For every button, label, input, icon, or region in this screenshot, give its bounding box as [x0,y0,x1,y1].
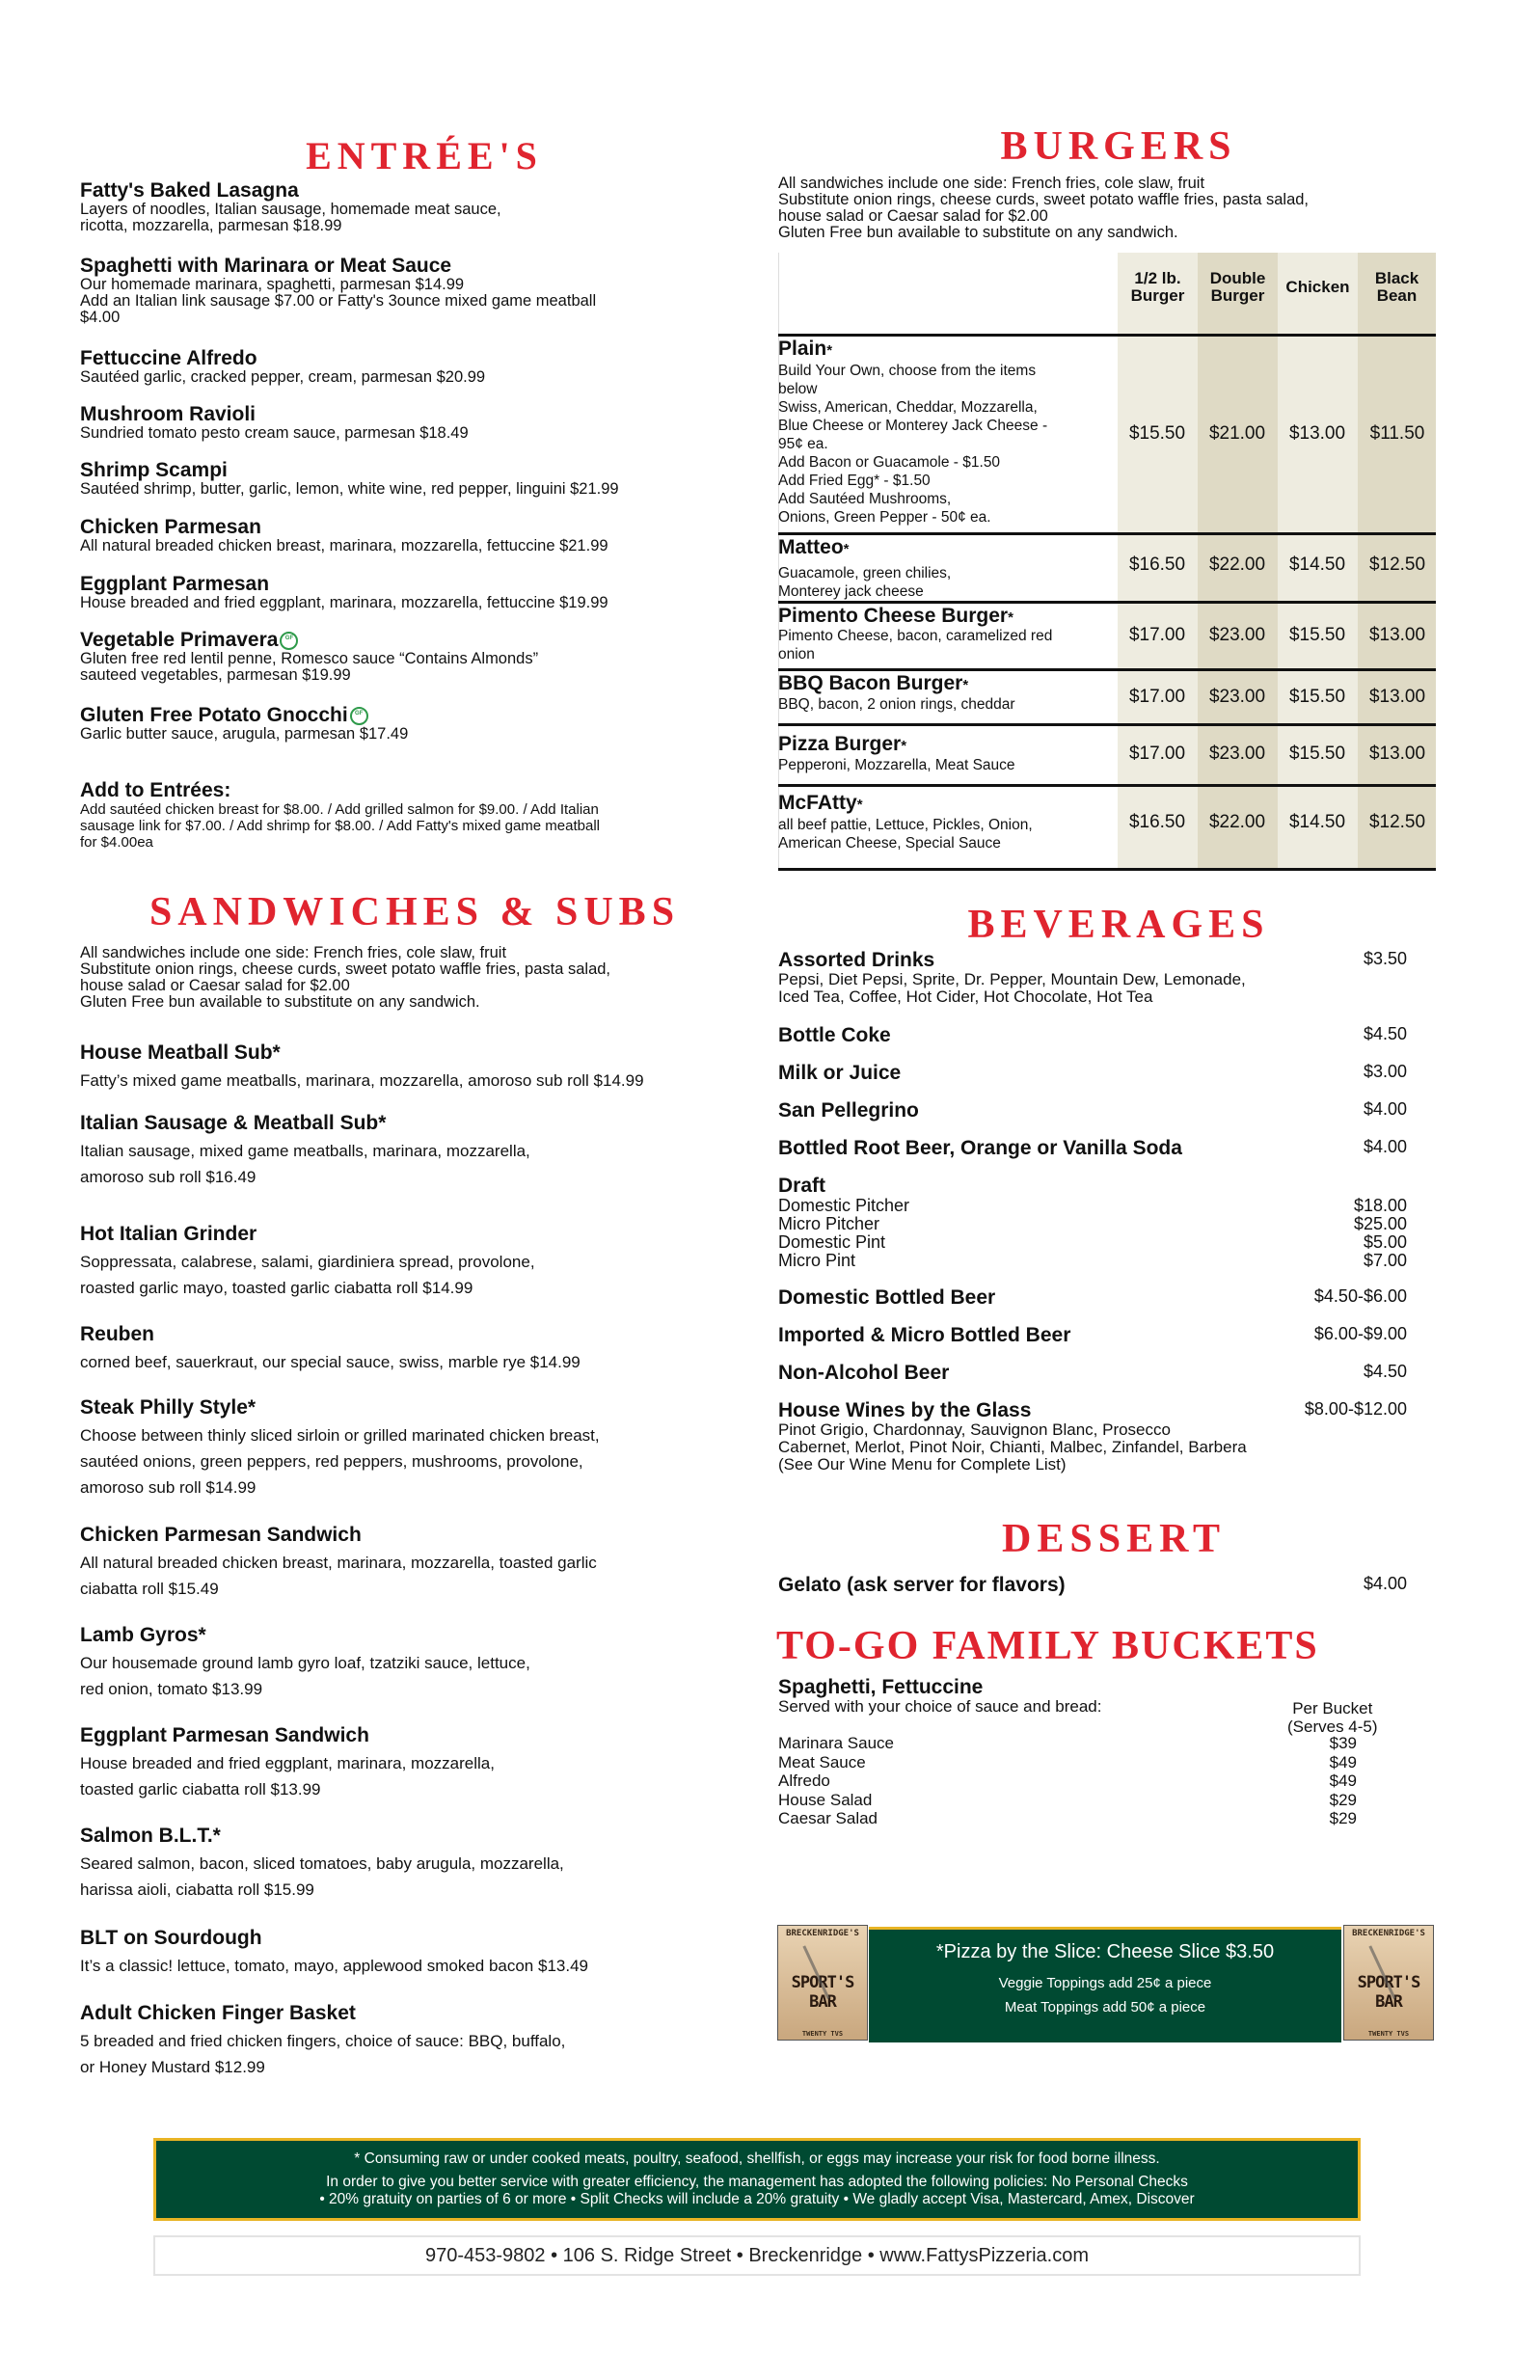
sandwich-sausage-meatball [80,1112,755,1190]
bev-desc: Iced Tea, Coffee, Hot Cider, Hot Chocolate, Hot Tea [778,987,1153,1006]
burger-row-pimento [778,601,1436,671]
item-name: Shrimp Scampi [80,459,228,481]
item-desc: or Honey Mustard $12.99 [80,2058,265,2076]
sandwich-reuben [80,1323,755,1375]
intro-line: house salad or Caesar salad for $2.00 [778,207,1048,225]
item-name: Vegetable Primavera [80,629,279,651]
bev-non-alcohol [778,1362,1407,1384]
item-desc: Sundried tomato pesto cream sauce, parmesan $18.49 [80,424,469,442]
price-double: $23.00 [1208,625,1266,645]
intro-line: Substitute onion rings, cheese curds, sweet potato waffle fries, pasta salad, [80,960,611,978]
item-desc: ricotta, mozzarella, parmesan $18.99 [80,217,342,234]
asterisk: * [856,797,863,813]
bev-draft [778,1175,1407,1270]
price-chicken: $13.00 [1288,423,1346,444]
item-name: Gluten Free Potato Gnocchi [80,704,348,726]
add-to-title: Add to Entrées: [80,779,231,801]
bucket-name: Spaghetti, Fettuccine [778,1676,984,1698]
item-name: Adult Chicken Finger Basket [80,2002,356,2024]
item-desc: roasted garlic mayo, toasted garlic ciabatta roll $14.99 [80,1279,473,1297]
burger-name: Plain [778,338,827,360]
price-double: $22.00 [1208,554,1266,575]
add-to-desc: for $4.00ea [80,834,153,851]
item-desc: Gluten free red lentil penne, Romesco sauce “Contains Almonds” [80,650,539,667]
item-desc: amoroso sub roll $14.99 [80,1478,257,1497]
bev-bottled-sodas [778,1137,1407,1159]
asterisk: * [901,738,907,754]
item-name: Fettuccine Alfredo [80,347,257,369]
beverages-title: BEVERAGES [967,903,1270,947]
bev-name: Bottle Coke [778,1024,891,1046]
asterisk: * [1008,609,1013,626]
price-half-lb: $17.00 [1128,744,1186,764]
draft-item: Micro Pitcher $25.00 [778,1214,1407,1233]
entree-ravioli [80,403,755,442]
bev-price: $4.50 [1363,1362,1407,1381]
intro-line: All sandwiches include one side: French fries, cole slaw, fruit [80,944,507,961]
price-chicken: $14.50 [1288,554,1346,575]
item-desc: House breaded and fried eggplant, marinara, mozzarella, fettuccine $19.99 [80,594,608,611]
bev-name: Bottled Root Beer, Orange or Vanilla Soda [778,1137,1182,1159]
draft-item: Domestic Pint $5.00 [778,1232,1407,1252]
bev-name: San Pellegrino [778,1099,919,1122]
promo-panel [869,1927,1341,2042]
bev-bottle-coke [778,1024,1407,1046]
bev-domestic-bottled [778,1286,1407,1309]
price-half-lb: $15.50 [1128,423,1186,444]
entrees-title: ENTRÉE'S [306,134,543,177]
add-to-desc: sausage link for $7.00. / Add shrimp for $8.00. / Add Fatty's mixed game meatball [80,818,600,834]
bev-price: $4.50 [1363,1024,1407,1043]
item-name: Chicken Parmesan [80,516,261,538]
burger-name: Pimento Cheese Burger [778,605,1009,627]
item-desc: Fatty’s mixed game meatballs, marinara, mozzarella, amoroso sub roll $14.99 [80,1071,644,1090]
bev-house-wines [778,1399,1407,1474]
burger-name: Matteo [778,536,844,558]
dessert-title: DESSERT [1002,1517,1226,1561]
burger-desc: Pimento Cheese, bacon, caramelized red onion [778,628,1053,663]
per-bucket-header: Per Bucket (Serves 4-5) [1287,1699,1378,1736]
price-double: $23.00 [1208,744,1266,764]
burger-desc: BBQ, bacon, 2 onion rings, cheddar [778,696,1015,713]
asterisk: * [843,541,850,557]
item-name: Chicken Parmesan Sandwich [80,1524,362,1546]
bucket-served: Served with your choice of sauce and bread: [778,1697,1102,1716]
bev-desc: (See Our Wine Menu for Complete List) [778,1455,1067,1474]
price-half-lb: $17.00 [1128,625,1186,645]
entree-lasagna [80,179,755,234]
item-desc: ciabatta roll $15.49 [80,1580,219,1598]
col-header-half-lb: 1/2 lb. Burger [1130,269,1185,305]
item-desc: Add an Italian link sausage $7.00 or Fatty's 3ounce mixed game meatball [80,292,597,310]
item-name: BLT on Sourdough [80,1927,262,1949]
bev-price: $4.00 [1363,1099,1407,1119]
burger-name: Pizza Burger [778,733,902,755]
sandwich-blt-sourdough [80,1927,755,1979]
bucket-item: House Salad $29 [778,1790,1357,1809]
col-header-double: Double Burger [1209,269,1266,305]
item-name: Spaghetti with Marinara or Meat Sauce [80,255,452,277]
notice-line: In order to give you better service with greater efficiency, the management has adopted the following policies: No Personal Checks [326,2174,1188,2190]
intro-line: Gluten Free bun available to substitute on any sandwich. [80,993,480,1011]
bev-price: $4.50-$6.00 [1313,1286,1407,1306]
gluten-free-icon: GF [280,632,298,650]
sandwiches-title: SANDWICHES & SUBS [149,890,681,934]
col-header-black-bean: Black Bean [1374,269,1419,305]
item-desc: Italian sausage, mixed game meatballs, marinara, mozzarella, [80,1142,530,1160]
notice-line: • 20% gratuity on parties of 6 or more • Split Checks will include a 20% gratuity • We gladly accept Visa, Mastercard, Amex, Discover [319,2191,1195,2207]
promo-headline: *Pizza by the Slice: Cheese Slice $3.50 [935,1941,1275,1962]
entree-fettuccine [80,347,755,386]
bev-assorted-drinks [778,949,1407,1006]
price-chicken: $14.50 [1288,812,1346,832]
pizza-slice-banner [777,1925,1434,2041]
item-name: Steak Philly Style* [80,1396,257,1419]
sandwich-eggplant-parmesan [80,1724,755,1802]
burger-row-mcfatty [778,784,1436,871]
item-name: Eggplant Parmesan [80,573,270,595]
entree-scampi [80,459,755,498]
intro-line: house salad or Caesar salad for $2.00 [80,977,350,994]
intro-line: All sandwiches include one side: French fries, cole slaw, fruit [778,175,1205,192]
entree-eggplant-parmesan [80,573,755,611]
price-half-lb: $16.50 [1128,554,1186,575]
dessert-name: Gelato (ask server for flavors) [778,1574,1066,1596]
dessert-price: $4.00 [1363,1574,1407,1593]
entree-primavera [80,629,755,684]
item-desc: House breaded and fried eggplant, marinara, mozzarella, [80,1754,495,1772]
item-name: House Meatball Sub* [80,1041,281,1064]
bev-name: Domestic Bottled Beer [778,1286,996,1309]
intro-line: Substitute onion rings, cheese curds, sweet potato waffle fries, pasta salad, [778,191,1310,208]
burger-name: BBQ Bacon Burger [778,672,963,694]
draft-item: Micro Pint $7.00 [778,1251,1407,1270]
item-name: Lamb Gyros* [80,1624,206,1646]
bucket-item: Marinara Sauce $39 [778,1734,1357,1752]
burger-row-bbq-bacon [778,668,1436,725]
price-chicken: $15.50 [1288,625,1346,645]
buckets-title: TO-GO FAMILY BUCKETS [776,1624,1319,1668]
item-desc: Our housemade ground lamb gyro loaf, tzatziki sauce, lettuce, [80,1654,530,1672]
sandwich-chicken-parmesan [80,1524,755,1602]
item-desc: amoroso sub roll $16.49 [80,1168,257,1186]
buckets-block [778,1676,1415,1828]
price-black-bean: $12.50 [1368,554,1426,575]
item-desc: Our homemade marinara, spaghetti, parmesan $14.99 [80,276,465,293]
item-desc: toasted garlic ciabatta roll $13.99 [80,1780,321,1799]
burger-desc: Pepperoni, Mozzarella, Meat Sauce [778,757,1015,773]
bev-price: $3.00 [1363,1062,1407,1081]
sports-bar-logo-right: BRECKENRIDGE'S SPORT'S BAR TWENTY TVS [1343,1925,1434,2041]
item-desc: Seared salmon, bacon, sliced tomatoes, baby arugula, mozzarella, [80,1854,564,1873]
add-to-desc: Add sautéed chicken breast for $8.00. / Add grilled salmon for $9.00. / Add Italian [80,801,599,818]
bev-price: $3.50 [1363,949,1407,968]
dessert-gelato [778,1574,1407,1596]
bev-name: Draft [778,1175,826,1197]
bev-desc: Pepsi, Diet Pepsi, Sprite, Dr. Pepper, Mountain Dew, Lemonade, [778,970,1246,988]
burgers-title: BURGERS [1000,124,1237,169]
bev-milk-juice [778,1062,1407,1084]
price-chicken: $15.50 [1288,687,1346,707]
burger-name: McFAtty [778,792,857,814]
bev-desc: Cabernet, Merlot, Pinot Noir, Chianti, Malbec, Zinfandel, Barbera [778,1438,1247,1456]
price-double: $21.00 [1208,423,1266,444]
sandwich-lamb-gyros [80,1624,755,1702]
item-name: Hot Italian Grinder [80,1223,257,1245]
item-desc: Choose between thinly sliced sirloin or grilled marinated chicken breast, [80,1426,600,1445]
item-desc: corned beef, sauerkraut, our special sauce, swiss, marble rye $14.99 [80,1353,581,1371]
item-desc: It’s a classic! lettuce, tomato, mayo, applewood smoked bacon $13.49 [80,1957,588,1975]
item-name: Reuben [80,1323,155,1345]
bev-name: Milk or Juice [778,1062,902,1084]
add-to-entrees [80,779,755,851]
price-double: $22.00 [1208,812,1266,832]
price-half-lb: $16.50 [1128,812,1186,832]
bev-name: Non-Alcohol Beer [778,1362,950,1384]
item-desc: red onion, tomato $13.99 [80,1680,263,1698]
price-chicken: $15.50 [1288,744,1346,764]
sandwich-chicken-finger-basket [80,2002,755,2080]
notice-line: * Consuming raw or under cooked meats, poultry, seafood, shellfish, or eggs may increase your risk for food borne illness. [354,2150,1160,2167]
bev-name: Assorted Drinks [778,949,935,971]
bev-imported-micro [778,1324,1407,1346]
price-black-bean: $12.50 [1368,812,1426,832]
bev-desc: Pinot Grigio, Chardonnay, Sauvignon Blanc, Prosecco [778,1420,1171,1439]
bucket-item: Meat Sauce $49 [778,1752,1357,1771]
sandwich-house-meatball [80,1041,755,1094]
item-desc: $4.00 [80,309,121,326]
asterisk: * [826,342,833,359]
burger-desc: Guacamole, green chilies, Monterey jack cheese [778,565,952,600]
item-desc: sautéed onions, green peppers, red peppers, mushrooms, provolone, [80,1452,583,1471]
gluten-free-icon: GF [350,707,368,725]
sandwich-steak-philly [80,1396,755,1501]
entree-gnocchi [80,704,755,743]
price-double: $23.00 [1208,687,1266,707]
burger-row-plain [778,334,1436,535]
intro-line: Gluten Free bun available to substitute on any sandwich. [778,224,1178,241]
bev-price: $8.00-$12.00 [1304,1399,1407,1419]
draft-item: Domestic Pitcher $18.00 [778,1196,1407,1215]
bev-name: House Wines by the Glass [778,1399,1032,1421]
item-name: Salmon B.L.T.* [80,1825,221,1847]
item-desc: Sautéed shrimp, butter, garlic, lemon, white wine, red pepper, linguini $21.99 [80,480,619,498]
item-desc: Sautéed garlic, cracked pepper, cream, parmesan $20.99 [80,368,486,386]
burger-desc: Build Your Own, choose from the items below Swiss, American, Cheddar, Mozzarella, Blue Cheese or Monterey Jack Cheese - 95¢ ea. Add Bacon or Guacamole - $1.50 Add Fried Egg* - $1.50 Add Sautéed Mushrooms, Onions, Green Pepper - 50¢ ea. [778,363,1048,526]
item-name: Mushroom Ravioli [80,403,257,425]
bucket-item: Alfredo $49 [778,1771,1357,1790]
bev-san-pellegrino [778,1099,1407,1122]
col-header-chicken: Chicken [1285,278,1350,296]
price-black-bean: $13.00 [1368,744,1426,764]
promo-meat: Meat Toppings add 50¢ a piece [1004,1999,1206,2015]
bev-price: $4.00 [1363,1137,1407,1156]
sports-bar-logo-left: BRECKENRIDGE'S SPORT'S BAR TWENTY TVS [777,1925,868,2041]
sandwich-salmon-blt [80,1825,755,1903]
price-black-bean: $11.50 [1369,423,1425,444]
item-desc: harissa aioli, ciabatta roll $15.99 [80,1880,314,1899]
price-black-bean: $13.00 [1368,687,1426,707]
burger-desc: all beef pattie, Lettuce, Pickles, Onion, American Cheese, Special Sauce [778,817,1033,852]
burgers-intro [778,176,1444,241]
bev-name: Imported & Micro Bottled Beer [778,1324,1071,1346]
item-desc: Soppressata, calabrese, salami, giardiniera spread, provolone, [80,1253,535,1271]
item-desc: All natural breaded chicken breast, marinara, mozzarella, fettuccine $21.99 [80,537,608,554]
item-name: Fatty's Baked Lasagna [80,179,299,202]
entree-spaghetti [80,255,755,326]
bev-price: $6.00-$9.00 [1313,1324,1407,1343]
burger-row-matteo [778,532,1436,603]
asterisk: * [962,677,969,693]
burger-row-pizza [778,723,1436,787]
price-half-lb: $17.00 [1128,687,1186,707]
item-desc: All natural breaded chicken breast, marinara, mozzarella, toasted garlic [80,1554,597,1572]
contact-footer: 970-453-9802 • 106 S. Ridge Street • Breckenridge • www.FattysPizzeria.com [153,2235,1361,2276]
bucket-item: Caesar Salad $29 [778,1809,1357,1827]
price-black-bean: $13.00 [1368,625,1426,645]
policy-notice [153,2138,1361,2221]
sandwiches-intro [80,945,755,1011]
item-name: Italian Sausage & Meatball Sub* [80,1112,387,1134]
item-desc: Layers of noodles, Italian sausage, homemade meat sauce, [80,201,501,218]
item-desc: 5 breaded and fried chicken fingers, choice of sauce: BBQ, buffalo, [80,2032,566,2050]
item-desc: Garlic butter sauce, arugula, parmesan $17.49 [80,725,409,743]
sandwich-hot-italian-grinder [80,1223,755,1301]
item-desc: sauteed vegetables, parmesan $19.99 [80,666,351,684]
promo-veggie: Veggie Toppings add 25¢ a piece [998,1975,1212,1991]
item-name: Eggplant Parmesan Sandwich [80,1724,369,1746]
entree-chicken-parmesan [80,516,755,554]
